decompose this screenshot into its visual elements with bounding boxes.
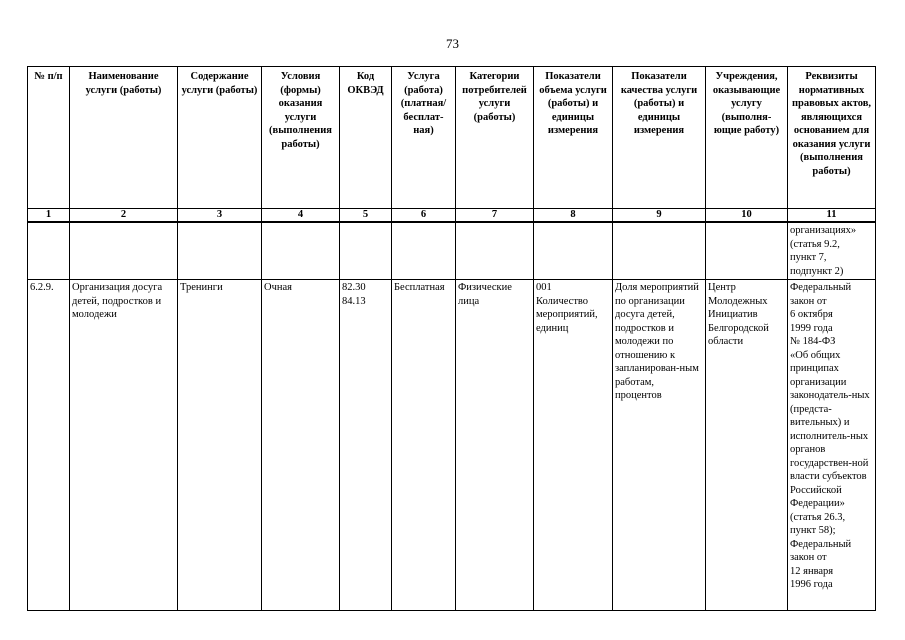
- column-number: 1: [28, 209, 70, 223]
- row-number: 6.2.9.: [28, 280, 70, 611]
- table-cell: [613, 222, 706, 280]
- header-cell: Показатели объема услуги (работы) и единицы измерения: [534, 67, 613, 209]
- institution: Центр Молодежных Инициатив Белгородской области: [706, 280, 788, 611]
- table-cell: [340, 222, 392, 280]
- table-row-continuation: [28, 222, 876, 280]
- header-cell: Наименование услуги (работы): [70, 67, 178, 209]
- table-cell: [28, 222, 70, 280]
- header-cell: Условия (формы) оказания услуги (выполнения работы): [262, 67, 340, 209]
- column-number: 9: [613, 209, 706, 223]
- column-number: 2: [70, 209, 178, 223]
- payment-type: Бесплатная: [392, 280, 456, 611]
- column-number: 3: [178, 209, 262, 223]
- consumer-category: Физические лица: [456, 280, 534, 611]
- table-cell: [534, 222, 613, 280]
- header-row: [28, 67, 876, 209]
- table-cell: [456, 222, 534, 280]
- volume-indicators: 001 Количество мероприятий, единиц: [534, 280, 613, 611]
- service-form: Очная: [262, 280, 340, 611]
- table-cell: [262, 222, 340, 280]
- page-number: 73: [446, 36, 459, 51]
- table-cell: [70, 222, 178, 280]
- service-name: Организация досуга детей, подростков и молодежи: [70, 280, 178, 611]
- services-table: [27, 66, 876, 611]
- table-row: [28, 280, 876, 611]
- header-cell: Учреждения, оказывающие услугу (выполня-ющие работу): [706, 67, 788, 209]
- header-cell: Код ОКВЭД: [340, 67, 392, 209]
- header-cell: Реквизиты нормативных правовых актов, являющихся основанием для оказания услуги (выполнения работы): [788, 67, 876, 209]
- header-cell: Показатели качества услуги (работы) и единицы измерения: [613, 67, 706, 209]
- column-number: 8: [534, 209, 613, 223]
- column-number-row: [28, 209, 876, 223]
- table-cell: [706, 222, 788, 280]
- okved-code: 82.30 84.13: [340, 280, 392, 611]
- table-cell: [178, 222, 262, 280]
- legal-acts: Федеральный закон от 6 октября 1999 года № 184-ФЗ «Об общих принципах организации законодатель-ных (предста-вительных) и исполнитель-ных органов государствен-ной власти субъектов Российской Федерации» (статья 26.3, пункт 58); Федеральный закон от 12 января 1996 года: [788, 280, 876, 611]
- column-number: 5: [340, 209, 392, 223]
- header-cell: Услуга (работа) (платная/ бесплат-ная): [392, 67, 456, 209]
- header-cell: № п/п: [28, 67, 70, 209]
- table-cell: [392, 222, 456, 280]
- column-number: 4: [262, 209, 340, 223]
- column-number: 10: [706, 209, 788, 223]
- header-cell: Категории потребителей услуги (работы): [456, 67, 534, 209]
- column-number: 7: [456, 209, 534, 223]
- header-cell: Содержание услуги (работы): [178, 67, 262, 209]
- column-number: 11: [788, 209, 876, 223]
- table-cell: организациях» (статья 9.2, пункт 7, подпункт 2): [788, 222, 876, 280]
- quality-indicators: Доля мероприятий по организации досуга детей, подростков и молодежи по отношению к запланирован-ным работам, процентов: [613, 280, 706, 611]
- column-number: 6: [392, 209, 456, 223]
- service-content: Тренинги: [178, 280, 262, 611]
